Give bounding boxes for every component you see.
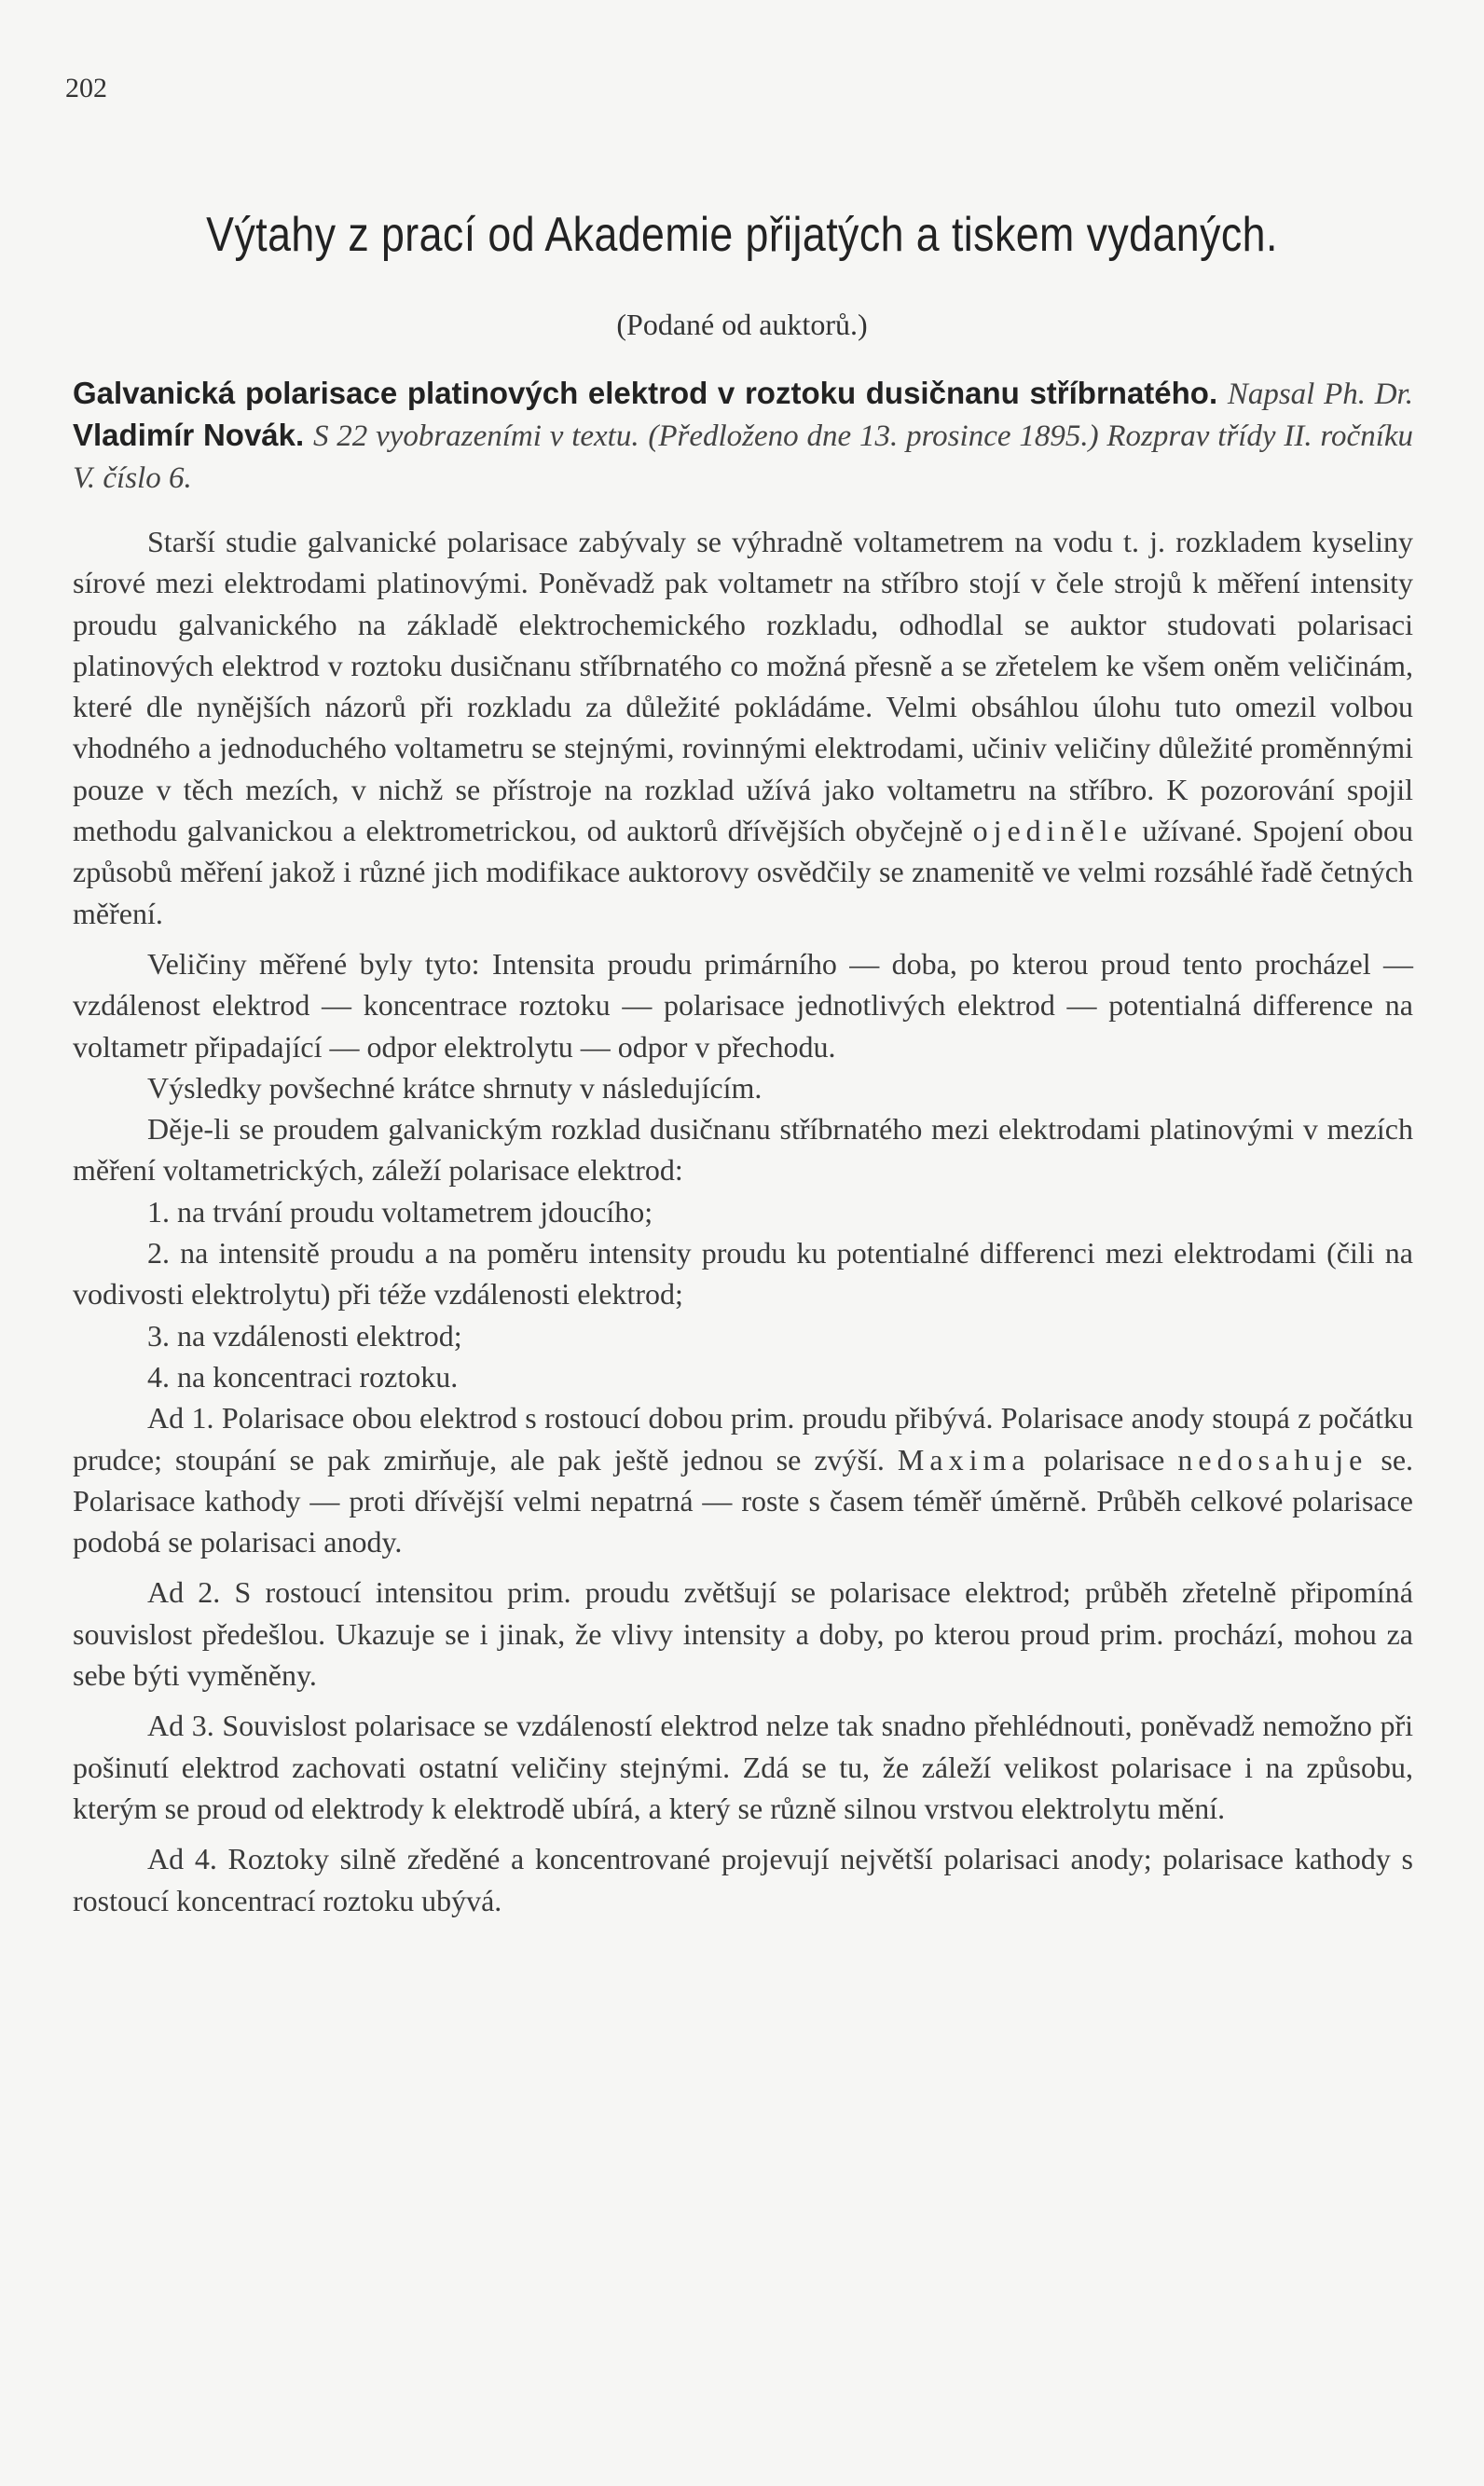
page-number: 202	[65, 73, 107, 103]
section-subheading: (Podané od auktorů.)	[616, 308, 868, 341]
paragraph-conditions: Děje-li se proudem galvanickým rozklad dusičnanu stříbrnatého mezi elektrodami platinovými v mezích měření voltametrických, záleží polarisace elektrod:	[73, 1112, 1413, 1188]
section-heading: Výtahy z prací od Akademie přijatých a tiskem vydaných.	[206, 208, 1278, 262]
author-name: Vladimír Novák.	[73, 418, 305, 452]
ad1-part1: Ad 1. Polarisace obou elektrod s rostoucí dobou prim. proudu přibývá. Polarisace anody stoupá z počátku prudce; stoupání se pak zmirňuje, ale pak ještě jednou se zvýší.	[73, 1401, 1413, 1476]
spaced-emphasis: ojediněle	[972, 814, 1133, 848]
ad1-spaced-nedosahuje: nedosahuje	[1177, 1442, 1368, 1476]
presented-note: (Předloženo dne 13. prosince 1895.) Rozprav třídy II. ročníku V. číslo 6.	[73, 419, 1414, 495]
paragraph-results: Výsledky povšechné krátce shrnuty v následujícím.	[147, 1070, 763, 1105]
article-body	[73, 373, 1413, 1921]
list-item: 3. na vzdálenosti elektrod;	[147, 1318, 462, 1353]
paragraph-intro-part2: užívané. Spojení obou způsobů měření jakož i různé jich modifikace auktorovy osvědčily se znamenitě ve velmi rozsáhlé řadě četných měření.	[73, 814, 1414, 930]
paragraph-ad4: Ad 4. Roztoky silně zředěné a koncentrované projevují největší polarisaci anody; polarisace kathody s rostoucí koncentrací roztoku ubývá.	[73, 1842, 1413, 1917]
paragraph-ad1	[73, 1397, 1413, 1562]
paragraph-ad2: Ad 2. S rostoucí intensitou prim. proudu zvětšují se polarisace elektrod; průběh zřetelně připomíná souvislost předešlou. Ukazuje se i jinak, že vlivy intensity a doby, po kterou proud prim. prochází, mohou za sebe býti vyměněny.	[73, 1575, 1413, 1693]
paragraph-quantities: Veličiny měřené byly tyto: Intensita proudu primárního — doba, po kterou proud tento procházel — vzdálenost elektrod — koncentrace roztoku — polarisace jednotlivých elektrod — potentialná difference na voltametr připadající — odpor elektrolytu — odpor v přechodu.	[73, 946, 1413, 1064]
paragraph-ad3: Ad 3. Souvislost polarisace se vzdáleností elektrod nelze tak snadno přehlédnouti, poněvadž nemožno při pošinutí elektrod zachovati ostatní veličiny stejnými. Zdá se tu, že záleží velikost polarisace i na způsobu, kterým se proud od elektrody k elektrodě ubírá, a který se různě silnou vrstvou elektrolytu mění.	[73, 1709, 1413, 1825]
ad1-spaced-maxima: Maxima	[897, 1442, 1031, 1476]
byline-prefix: Napsal Ph. Dr.	[1227, 378, 1413, 411]
title-text: Galvanická polarisace platinových elektrod v roztoku dusičnanu stříbrnatého.	[73, 376, 1218, 410]
article-title	[73, 373, 1413, 499]
paragraph-intro	[73, 521, 1413, 934]
ad1-part2: se. Polarisace kathody — proti dřívější velmi nepatrná — roste s časem téměř úměrně. Průběh celkové polarisace podobá se polarisaci anody.	[73, 1442, 1414, 1559]
list-item: 1. na trvání proudu voltametrem jdoucího;	[147, 1194, 653, 1229]
ad1-middle: polarisace	[1043, 1442, 1165, 1476]
list-item: 2. na intensitě proudu a na poměru intensity proudu ku potentialné differenci mezi elektrodami (čili na vodivosti elektrolytu) při téže vzdálenosti elektrod;	[73, 1236, 1413, 1312]
paragraph-intro-part1: Starší studie galvanické polarisace zabývaly se výhradně voltametrem na vodu t. j. rozkladem kyseliny sírové mezi elektrodami platinovými. Poněvadž pak voltametr na stříbro stojí v čele strojů k měření intensity proudu galvanického na základě elektrochemického rozkladu, odhodlal se auktor studovati polarisaci platinových elektrod v roztoku dusičnanu stříbrnatého co možná přesně a se zřetelem ke všem oněm veličinám, které dle nynějších názorů při rozkladu za důležité pokládáme. Velmi obsáhlou úlohu tuto omezil volbou vhodného a jednoduchého voltametru se stejnými, rovinnými elektrodami, učiniv veličiny důležité proměnnými pouze v těch mezích, v nichž se přístroje na rozklad užívá jako voltametru na stříbro. K pozorování spojil methodu galvanickou a elektrometrickou, od auktorů dřívějších obyčejně	[73, 525, 1413, 848]
list-item: 4. na koncentraci roztoku.	[147, 1359, 459, 1394]
byline-suffix: S 22 vyobrazeními v textu.	[312, 419, 639, 453]
